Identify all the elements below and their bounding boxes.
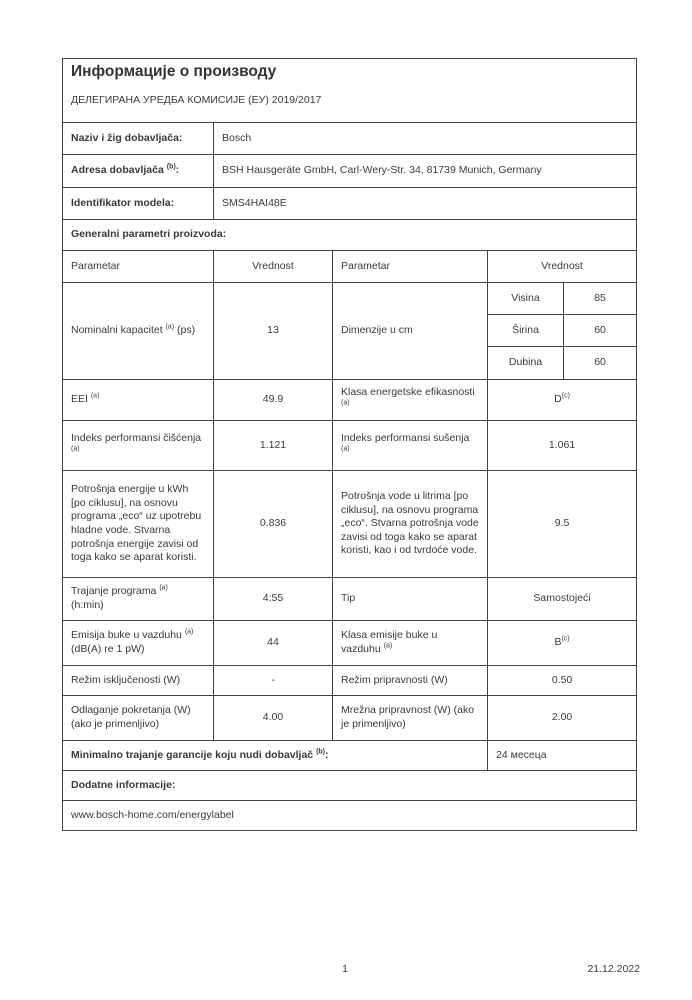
- param-nominal-capacity-text: Nominalni kapacitet: [71, 324, 166, 337]
- param-programme-duration-text: Trajanje programa: [71, 585, 160, 598]
- dimension-depth-value: 60: [564, 347, 637, 380]
- value-cleaning-index: 1.121: [214, 421, 333, 471]
- regulation-subtitle: ДЕЛЕГИРАНА УРЕДБА КОМИСИЈЕ (ЕУ) 2019/2017: [71, 94, 322, 107]
- param-noise-emission: [63, 621, 214, 666]
- param-cleaning-index: [63, 421, 214, 471]
- value-energy-class: [488, 380, 637, 421]
- additional-info-title: Dodatne informacije:: [63, 771, 637, 801]
- param-dimensions: Dimenzije u cm: [333, 283, 488, 380]
- param-noise-class-text: Klasa emisije buke u vazduhu: [341, 629, 438, 655]
- param-noise-emission-unit: (dB(A) re 1 pW): [71, 643, 145, 655]
- param-networked-standby: Mrežna pripravnost (W) (ako je primenljivo): [333, 696, 488, 741]
- value-eei: 49.9: [214, 380, 333, 421]
- dimension-height-value: 85: [564, 283, 637, 315]
- value-energy-consumption: 0.836: [214, 471, 333, 578]
- dimension-width-label: Širina: [488, 315, 564, 347]
- column-header-parametar-2: Parametar: [333, 251, 488, 283]
- general-section-title: Generalni parametri proizvoda:: [63, 220, 637, 251]
- warranty-label-text: Minimalno trajanje garancije koju nudi dobavljač: [71, 748, 317, 761]
- param-type: Tip: [333, 578, 488, 621]
- param-drying-index-text: Indeks performansi sušenja: [341, 431, 470, 444]
- page-title: Информације о производу: [71, 63, 277, 80]
- supplier-name-value: Bosch: [214, 123, 637, 155]
- param-cleaning-index-footnote: (a): [71, 445, 80, 452]
- param-noise-emission-text: Emisija buke u vazduhu: [71, 629, 185, 642]
- value-noise-class-letter: B: [554, 636, 562, 649]
- param-nominal-capacity-footnote: (a): [165, 323, 175, 331]
- param-nominal-capacity-unit: (ps): [174, 324, 196, 337]
- value-networked-standby: 2.00: [488, 696, 637, 741]
- warranty-label: [63, 741, 488, 771]
- param-water-consumption: Potrošnja vode u litrima [po ciklusu], na osnovu programa „eco“. Stvarna potrošnja vode zavisi od toga kako se aparat koristi, kao i od tvrdoće vode.: [333, 471, 488, 578]
- supplier-name-label: Naziv i žig dobavljača:: [63, 123, 214, 155]
- dimension-height-label: Visina: [488, 283, 564, 315]
- value-nominal-capacity: 13: [214, 283, 333, 380]
- value-energy-class-letter: D: [554, 393, 562, 406]
- supplier-address-footnote: (b): [166, 163, 176, 171]
- param-off-mode: Režim isključenosti (W): [63, 666, 214, 696]
- param-drying-index: [333, 421, 488, 471]
- product-information-card: [62, 58, 637, 831]
- dimension-width-value: 60: [564, 315, 637, 347]
- param-cleaning-index-text: Indeks performansi čišćenja: [71, 431, 202, 444]
- value-noise-class-footnote: (c): [561, 635, 570, 643]
- param-drying-index-footnote: (a): [341, 445, 350, 452]
- value-off-mode: -: [214, 666, 333, 696]
- model-value: SMS4HAI48E: [214, 188, 637, 220]
- param-delay-start: Odlaganje pokretanja (W) (ako je primenljivo): [63, 696, 214, 741]
- supplier-address-colon: :: [175, 164, 180, 177]
- footer-page-number: 1: [342, 963, 348, 975]
- warranty-footnote: (b): [316, 748, 326, 756]
- param-noise-emission-footnote: (a): [184, 628, 194, 636]
- param-energy-class: [333, 380, 488, 421]
- value-drying-index: 1.061: [488, 421, 637, 471]
- column-header-vrednost-2: Vrednost: [488, 251, 637, 283]
- value-energy-class-footnote: (c): [561, 392, 570, 400]
- column-header-vrednost-1: Vrednost: [214, 251, 333, 283]
- value-delay-start: 4.00: [214, 696, 333, 741]
- param-programme-duration: [63, 578, 214, 621]
- param-eei-footnote: (a): [90, 392, 100, 400]
- footer-date: 21.12.2022: [587, 963, 640, 975]
- supplier-address-label: [63, 155, 214, 188]
- supplier-address-value: BSH Hausgeräte GmbH, Carl-Wery-Str. 34, 81739 Munich, Germany: [214, 155, 637, 188]
- value-standby-mode: 0.50: [488, 666, 637, 696]
- title-block: [63, 59, 637, 123]
- model-label: Identifikator modela:: [63, 188, 214, 220]
- warranty-colon: :: [325, 748, 329, 761]
- value-noise-emission: 44: [214, 621, 333, 666]
- value-noise-class: [488, 621, 637, 666]
- param-noise-class: [333, 621, 488, 666]
- value-programme-duration: 4:55: [214, 578, 333, 621]
- param-noise-class-footnote: (a): [383, 642, 393, 650]
- dimension-depth-label: Dubina: [488, 347, 564, 380]
- param-energy-class-text: Klasa energetske efikasnosti: [341, 386, 475, 399]
- supplier-address-label-text: Adresa dobavljača: [71, 164, 167, 177]
- param-energy-consumption: Potrošnja energije u kWh [po ciklusu], na osnovu programa „eco“ uz upotrebu hladne vode. Stvarna potrošnja energije zavisi od toga kako se aparat koristi.: [63, 471, 214, 578]
- param-programme-duration-footnote: (a): [159, 584, 168, 592]
- param-standby-mode: Režim pripravnosti (W): [333, 666, 488, 696]
- value-type: Samostojeći: [488, 578, 637, 621]
- param-nominal-capacity: [63, 283, 214, 380]
- param-programme-duration-unit: (h:min): [71, 599, 104, 611]
- warranty-value: 24 месеца: [488, 741, 637, 771]
- value-water-consumption: 9.5: [488, 471, 637, 578]
- param-eei: [63, 380, 214, 421]
- param-energy-class-footnote: (a): [341, 399, 350, 407]
- column-header-parametar-1: Parametar: [63, 251, 214, 283]
- product-fiche-table: [62, 58, 637, 831]
- energy-label-url: www.bosch-home.com/energylabel: [63, 801, 637, 831]
- param-eei-text: EEI: [71, 393, 91, 406]
